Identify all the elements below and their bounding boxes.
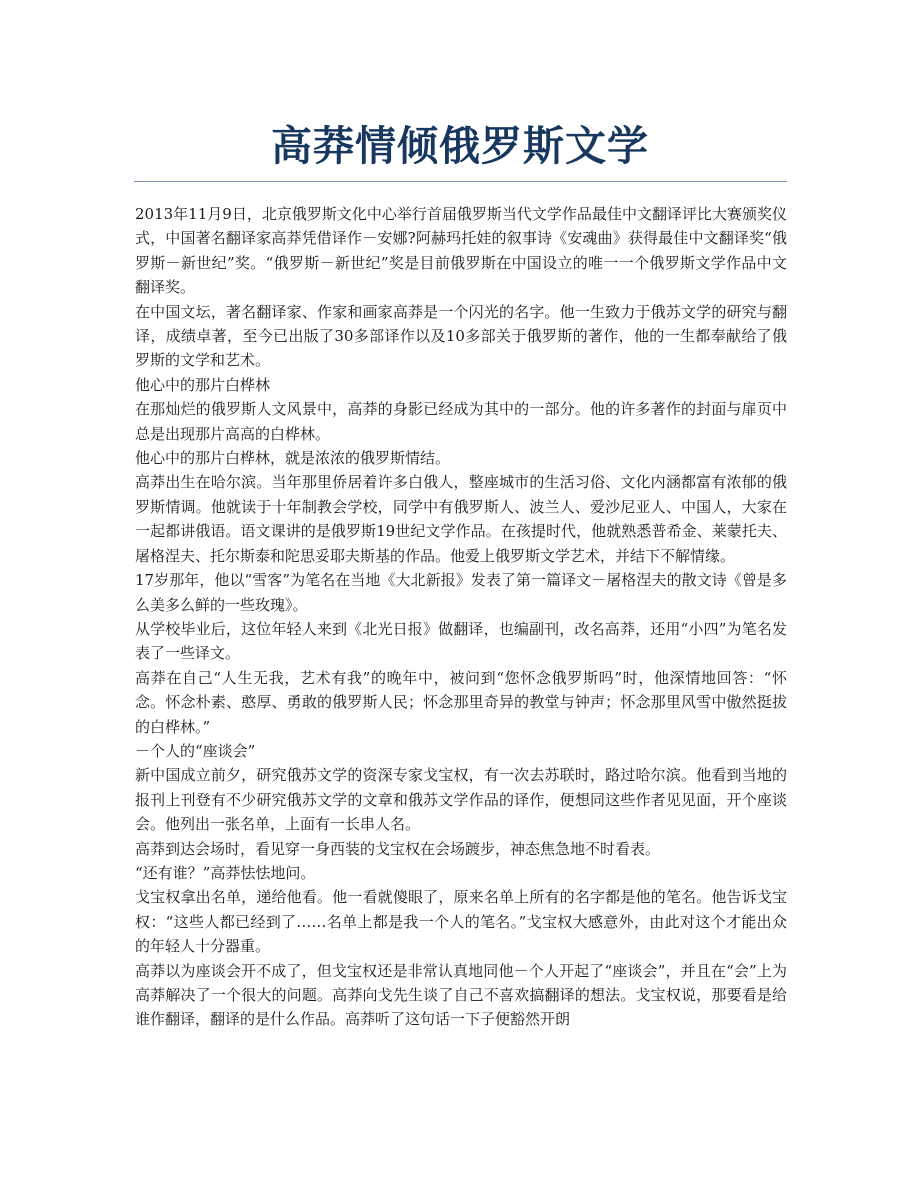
paragraph-9: 新中国成立前夕，研究俄苏文学的资深专家戈宝权，有一次去苏联时，路过哈尔滨。他看到当地的报刊上刊登有不少研究俄苏文学的文章和俄苏文学作品的译作，便想同这些作者见见面，开个座谈会。他列出一张名单，上面有一长串人名。 [135, 766, 787, 834]
paragraph-7: 从学校毕业后，这位年轻人来到《北光日报》做翻译，也编副刊，改名高莽，还用“小四”为笔名发表了一些译文。 [135, 619, 787, 663]
paragraph-1: 2013年11月9日，北京俄罗斯文化中心举行首届俄罗斯当代文学作品最佳中文翻译评比大赛颁奖仪式，中国著名翻译家高莽凭借译作－安娜?阿赫玛托娃的叙事诗《安魂曲》获得最佳中文翻译奖“俄罗斯－新世纪”奖。“俄罗斯－新世纪”奖是目前俄罗斯在中国设立的唯一一个俄罗斯文学作品中文翻译奖。 [135, 205, 787, 297]
paragraph-8: 高莽在自己“人生无我，艺术有我”的晚年中，被问到“您怀念俄罗斯吗”时，他深情地回答：“怀念。怀念朴素、憨厚、勇敢的俄罗斯人民；怀念那里奇异的教堂与钟声；怀念那里风雪中傲然挺拔的白桦林。” [135, 668, 787, 736]
paragraph-5: 高莽出生在哈尔滨。当年那里侨居着许多白俄人，整座城市的生活习俗、文化内涵都富有浓郁的俄罗斯情调。他就读于十年制教会学校，同学中有俄罗斯人、波兰人、爱沙尼亚人、中国人，大家在一起都讲俄语。语文课讲的是俄罗斯19世纪文学作品。在孩提时代，他就熟悉普希金、莱蒙托夫、屠格涅夫、托尔斯泰和陀思妥耶夫斯基的作品。他爱上俄罗斯文学艺术，并结下不解情缘。 [135, 473, 787, 565]
article-body [135, 202, 787, 1032]
paragraph-6: 17岁那年，他以“雪客”为笔名在当地《大北新报》发表了第一篇译文－屠格涅夫的散文诗《曾是多么美多么鲜的一些玫瑰》。 [135, 571, 787, 614]
section-heading-symposium: －个人的“座谈会” [135, 741, 256, 760]
section-heading-birch-forest: 他心中的那片白桦林 [135, 375, 271, 394]
document-title: 高莽情倾俄罗斯文学 [271, 122, 649, 170]
paragraph-10: 高莽到达会场时，看见穿一身西装的戈宝权在会场踱步，神态焦急地不时看表。 [135, 839, 661, 858]
paragraph-4: 他心中的那片白桦林，就是浓浓的俄罗斯情结。 [135, 449, 451, 468]
paragraph-13: 高莽以为座谈会开不成了，但戈宝权还是非常认真地同他－个人开起了“座谈会”，并且在“会”上为高莽解决了一个很大的问题。高莽向戈先生谈了自己不喜欢搞翻译的想法。戈宝权说，那要看是给谁作翻译，翻译的是什么作品。高莽听了这句话一下子便豁然开朗 [135, 961, 787, 1029]
title-divider [134, 181, 787, 182]
paragraph-12: 戈宝权拿出名单，递给他看。他一看就傻眼了，原来名单上所有的名字都是他的笔名。他告诉戈宝权：“这些人都已经到了……名单上都是我一个人的笔名。”戈宝权大感意外，由此对这个才能出众的年轻人十分器重。 [135, 888, 787, 956]
paragraph-11: “还有谁？”高莽怯怯地问。 [135, 863, 316, 882]
paragraph-3: 在那灿烂的俄罗斯人文风景中，高莽的身影已经成为其中的一部分。他的许多著作的封面与扉页中总是出现那片高高的白桦林。 [135, 400, 787, 443]
paragraph-2: 在中国文坛，著名翻译家、作家和画家高莽是一个闪光的名字。他一生致力于俄苏文学的研究与翻译，成绩卓著，至今已出版了30多部译作以及10多部关于俄罗斯的著作，他的一生都奉献给了俄罗斯的文学和艺术。 [135, 302, 787, 370]
